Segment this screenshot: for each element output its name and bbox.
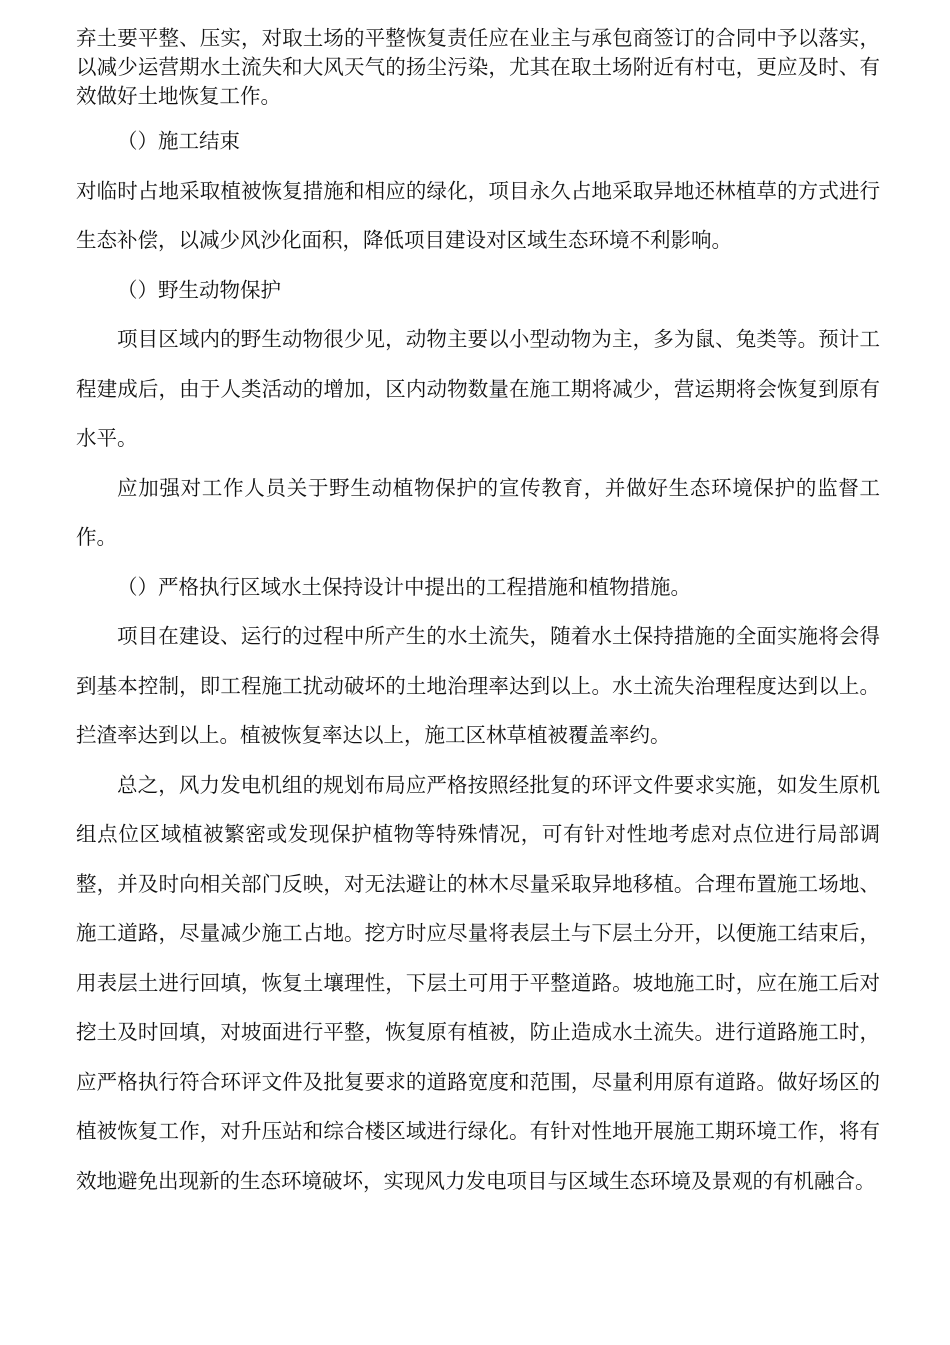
heading-wildlife-protection: （）野生动物保护 <box>117 277 281 302</box>
paragraph-wildlife-status: 项目区域内的野生动物很少见，动物主要以小型动物为主，多为鼠、兔类等。预计工程建成后，由于人类活动的增加，区内动物数量在施工期将减少，营运期将会恢复到原有水平。 <box>76 327 880 450</box>
heading-construction-end: （）施工结束 <box>117 129 240 153</box>
paragraph-soil-erosion-control: 项目在建设、运行的过程中所产生的水土流失，随着水土保持措施的全面实施将会得到基本控制，即工程施工扰动破坏的土地治理率达到以上。水土流失治理程度达到以上。拦渣率达到以上。植被恢复率达以上，施工区林草植被覆盖率约。 <box>76 624 880 747</box>
paragraph-education: 应加强对工作人员关于野生动植物保护的宣传教育，并做好生态环境保护的监督工作。 <box>76 475 880 549</box>
document-page <box>76 24 880 1206</box>
paragraph-vegetation-restoration: 对临时占地采取植被恢复措施和相应的绿化，项目永久占地采取异地还林植草的方式进行生态补偿，以减少风沙化面积，降低项目建设对区域生态环境不利影响。 <box>76 178 880 252</box>
heading-soil-conservation: （）严格执行区域水土保持设计中提出的工程措施和植物措施。 <box>117 574 691 599</box>
paragraph-summary: 总之，风力发电机组的规划布局应严格按照经批复的环评文件要求实施，如发生原机组点位区域植被繁密或发现保护植物等特殊情况，可有针对性地考虑对点位进行局部调整，并及时向相关部门反映，对无法避让的林木尽量采取异地移植。合理布置施工场地、施工道路，尽量减少施工占地。挖方时应尽量将表层土与下层土分开，以便施工结束后，用表层土进行回填，恢复土壤理性，下层土可用于平整道路。坡地施工时，应在施工后对挖土及时回填，对坡面进行平整，恢复原有植被，防止造成水土流失。进行道路施工时，应严格执行符合环评文件及批复要求的道路宽度和范围，尽量利用原有道路。做好场区的植被恢复工作，对升压站和综合楼区域进行绿化。有针对性地开展施工期环境工作，将有效地避免出现新的生态环境破坏，实现风力发电项目与区域生态环境及景观的有机融合。 <box>76 772 880 1193</box>
paragraph-soil-leveling: 弃土要平整、压实，对取土场的平整恢复责任应在业主与承包商签订的合同中予以落实，以减少运营期水土流失和大风天气的扬尘污染，尤其在取土场附近有村屯，更应及时、有效做好土地恢复工作。 <box>76 26 880 108</box>
